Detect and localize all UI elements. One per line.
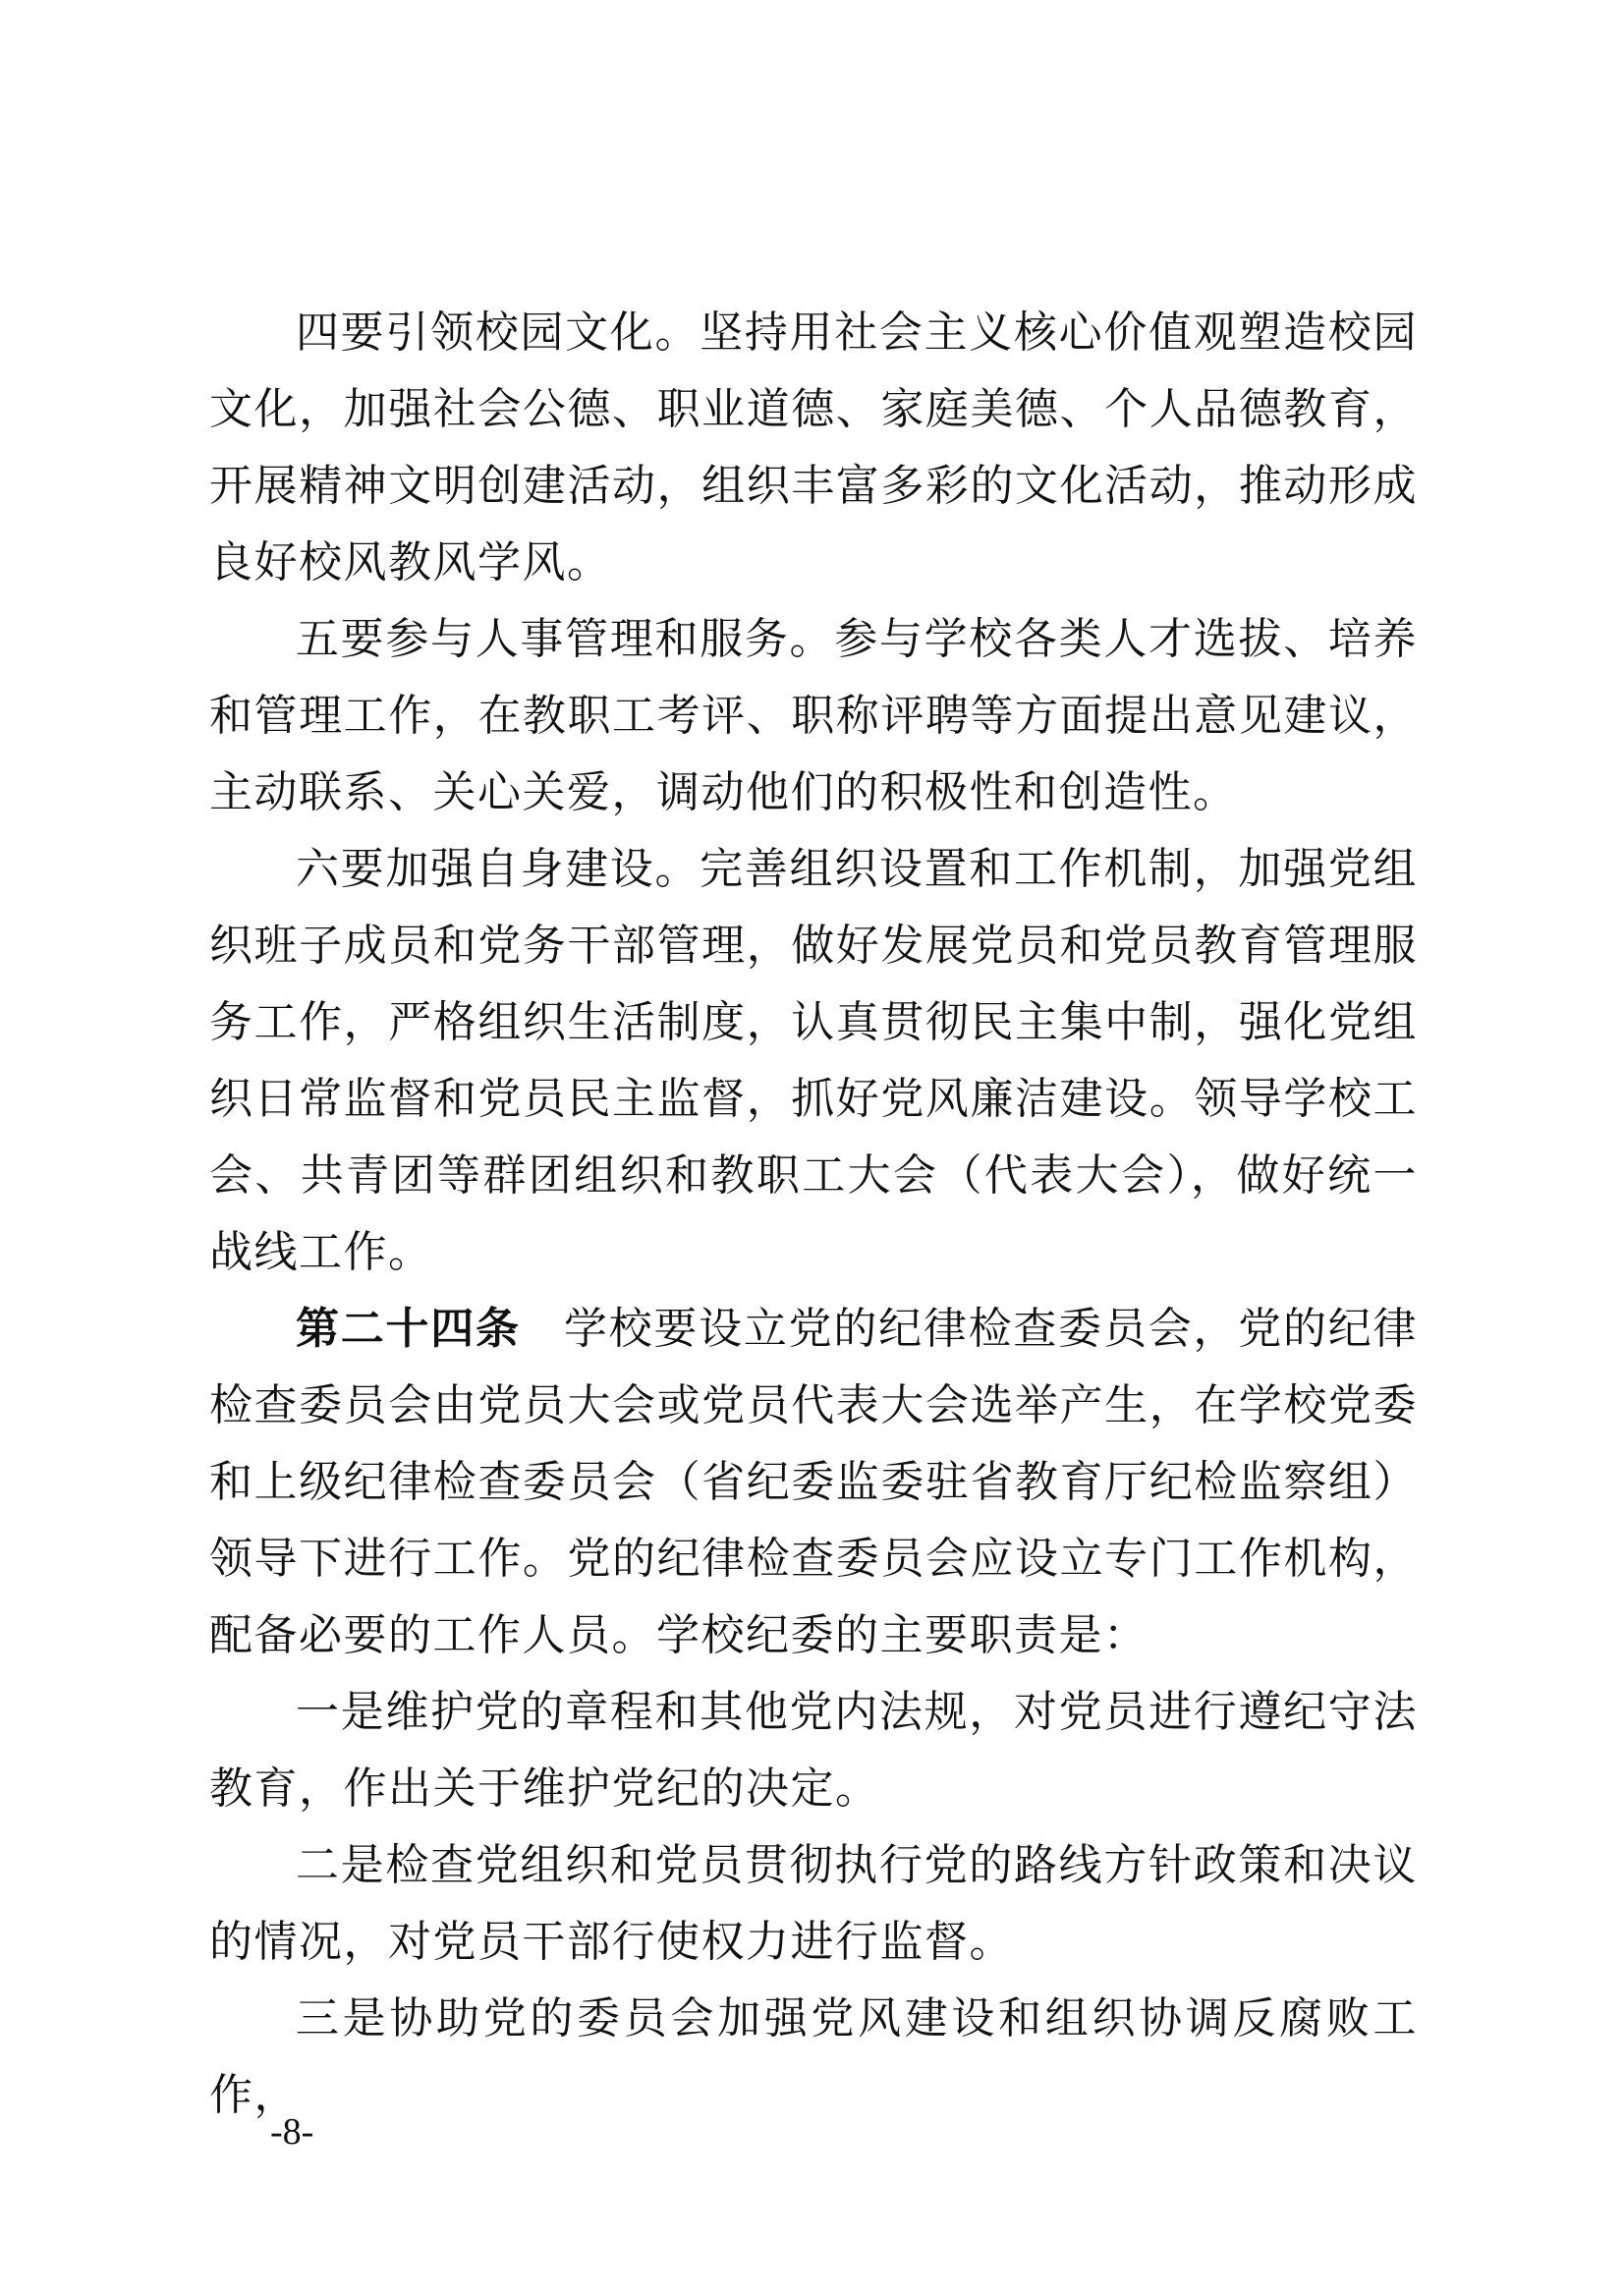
article-number: 第二十四条 bbox=[296, 1304, 521, 1354]
paragraph-duty-2: 二是检查党组织和党员贯彻执行党的路线方针政策和决议的情况，对党员干部行使权力进行监督。 bbox=[209, 1840, 1418, 1967]
paragraph-culture: 四要引领校园文化。坚持用社会主义核心价值观塑造校园文化，加强社会公德、职业道德、家庭美德、个人品德教育，开展精神文明创建活动，组织丰富多彩的文化活动，推动形成良好校风教风学风。 bbox=[209, 308, 1418, 588]
paragraph-article-24 bbox=[209, 1291, 1418, 1674]
document-body bbox=[209, 295, 1418, 2134]
paragraph-duty-1: 一是维护党的章程和其他党内法规，对党员进行遵纪守法教育，作出关于维护党纪的决定。 bbox=[209, 1687, 1418, 1814]
paragraph-self-building: 六要加强自身建设。完善组织设置和工作机制，加强党组织班子成员和党务干部管理，做好发展党员和党员教育管理服务工作，严格组织生活制度，认真贯彻民主集中制，强化党组织日常监督和党员民主监督，抓好党风廉洁建设。领导学校工会、共青团等群团组织和教职工大会（代表大会），做好统一战线工作。 bbox=[209, 844, 1418, 1277]
paragraph-duty-3: 三是协助党的委员会加强党风建设和组织协调反腐败工作， bbox=[209, 1993, 1418, 2120]
paragraph-personnel: 五要参与人事管理和服务。参与学校各类人才选拔、培养和管理工作，在教职工考评、职称评聘等方面提出意见建议，主动联系、关心关爱，调动他们的积极性和创造性。 bbox=[209, 614, 1418, 817]
article-24-text: 学校要设立党的纪律检查委员会，党的纪律检查委员会由党员大会或党员代表大会选举产生，在学校党委和上级纪律检查委员会（省纪委监委驻省教育厅纪检监察组）领导下进行工作。党的纪律检查委员会应设立专门工作机构，配备必要的工作人员。学校纪委的主要职责是： bbox=[209, 1304, 1419, 1660]
page-number: -8- bbox=[270, 2111, 314, 2153]
